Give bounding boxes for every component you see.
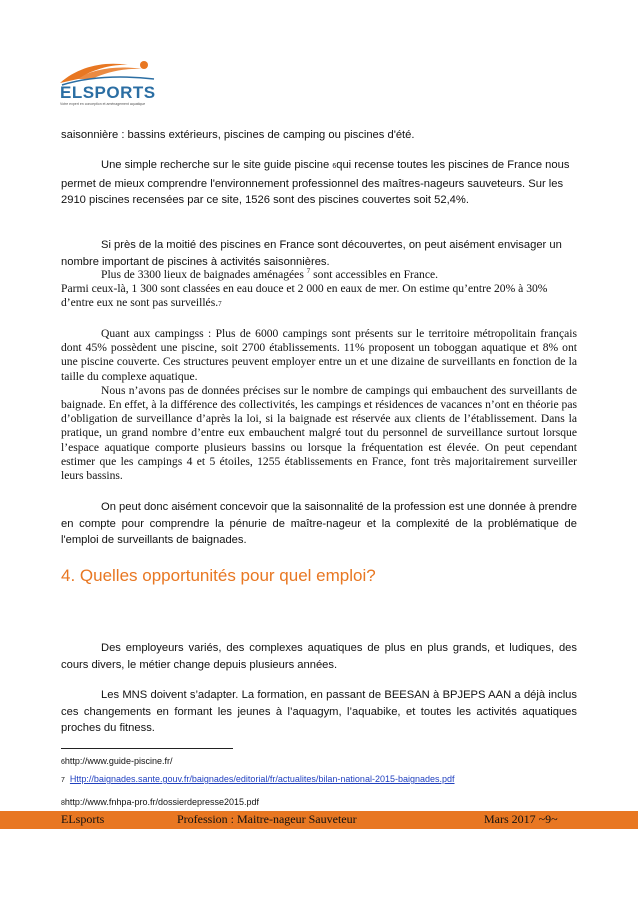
paragraph-text: Les MNS doivent s’adapter. La formation, en passant de BEESAN à BPJEPS AAN a déjà inclus ces changements en formant les jeunes à l’aquagym, l’aquabike, et toutes les activités aquatiques proches du fitness. xyxy=(61,689,577,734)
paragraph-text: Nous n’avons pas de données précises sur le nombre de campings qui embauchent des surveillants de baignade. En effet, à la différence des collectivités, les campings et résidences de vacances n’ont en théorie pas d’obligation de surveillance d’après la loi, si la baignade est réservée aux clients de l’établissement. Dans la pratique, un grand nombre d’entre eux embauchent malgré tout du personnel de surveillance surtout lorsque l’espace aquatique comporte plusieurs bassins ou lorsque la fréquentation est élevée. On peut cependant estimer que les campings 4 et 5 étoiles, 1255 établissements en France, font très majoritairement surveiller leurs bassins. xyxy=(61,383,577,483)
paragraph-employers xyxy=(61,640,577,673)
footnote-8 xyxy=(61,797,259,807)
paragraph-text: Quant aux campingss : Plus de 6000 campings sont présents sur le territoire métropolitain français dont 45% possèdent une piscine, soit 2700 établissements. 11% proposent un toboggan aquatique et 8% ont une piscine couverte. Ces structures peuvent employer entre un et une dizaine de surveillants en fonction de la taille du complexe aquatique. xyxy=(61,327,577,383)
paragraph-text: Parmi ceux-là, 1 300 sont classées en eau douce et 2 000 en eaux de mer. On estime qu’entre 20% à 30% d’entre eux ne sont pas surveillés. xyxy=(61,282,548,310)
paragraph-text: qui recense toutes les piscines de France nous permet de mieux comprendre l'environnement professionnel des maîtres-nageurs sauveteurs. Sur les 2910 piscines recensées par ce site, 1526 sont des piscines couvertes soit 52,4%. xyxy=(61,159,570,206)
footnote-ref: 6 xyxy=(332,163,337,170)
footer-date-page: Mars 2017 ~9~ xyxy=(484,812,558,826)
footnote-link[interactable]: Http://baignades.sante.gouv.fr/baignades/editorial/fr/actualites/bilan-national-2015-baignades.pdf xyxy=(69,774,455,784)
paragraph-text: Des employeurs variés, des complexes aquatiques de plus en plus grands, et ludiques, des cours divers, le métier change depuis plusieurs années. xyxy=(61,642,577,671)
logo-tagline: Votre expert en conception et aménagement aquatique xyxy=(60,102,146,106)
paragraph-seasonality xyxy=(61,499,577,549)
footnote-number: 6 xyxy=(61,759,65,766)
footnote-6 xyxy=(61,756,172,766)
paragraph-guide-piscine xyxy=(61,157,577,209)
elsports-logo xyxy=(58,55,158,107)
footnote-number: 8 xyxy=(61,800,65,807)
footnote-text: http://www.fnhpa-pro.fr/dossierdepresse2015.pdf xyxy=(64,797,260,807)
footer-title: Profession : Maitre-nageur Sauveteur xyxy=(177,812,357,826)
paragraph-text: Plus de 3300 lieux de baignades aménagées xyxy=(101,268,307,281)
footnote-ref: 7 xyxy=(306,267,311,276)
footnote-7 xyxy=(61,774,455,784)
paragraph-outdoor-pools xyxy=(61,237,577,270)
paragraph-campings xyxy=(61,327,577,483)
paragraph-text: sont accessibles en France. xyxy=(310,268,439,281)
paragraph-seasonal xyxy=(61,127,577,144)
logo-wordmark: ELSPORTS xyxy=(60,83,156,102)
section-heading: 4. Quelles opportunités pour quel emploi? xyxy=(61,566,376,585)
paragraph-text: On peut donc aisément concevoir que la saisonnalité de la profession est une donnée à prendre en compte pour comprendre la pénurie de maître-nageur et la complexité de la problématique de l'emploi de surveillants de baignades. xyxy=(61,501,577,546)
paragraph-mns xyxy=(61,687,577,737)
paragraph-text: saisonnière : bassins extérieurs, piscines de camping ou piscines d'été. xyxy=(61,129,415,141)
footer-company: ELsports xyxy=(61,812,105,826)
footnote-ref: 7 xyxy=(218,300,222,309)
paragraph-bathing-sites xyxy=(61,268,577,312)
paragraph-text: Une simple recherche sur le site guide piscine xyxy=(101,159,333,171)
footnote-number: 7 xyxy=(61,777,65,784)
paragraph-text: Si près de la moitié des piscines en France sont découvertes, on peut aisément envisager un nombre important de piscines à activités saisonnières. xyxy=(61,239,562,268)
footnote-divider xyxy=(61,748,233,749)
page-footer xyxy=(0,811,638,829)
footnote-text: http://www.guide-piscine.fr/ xyxy=(64,756,173,766)
